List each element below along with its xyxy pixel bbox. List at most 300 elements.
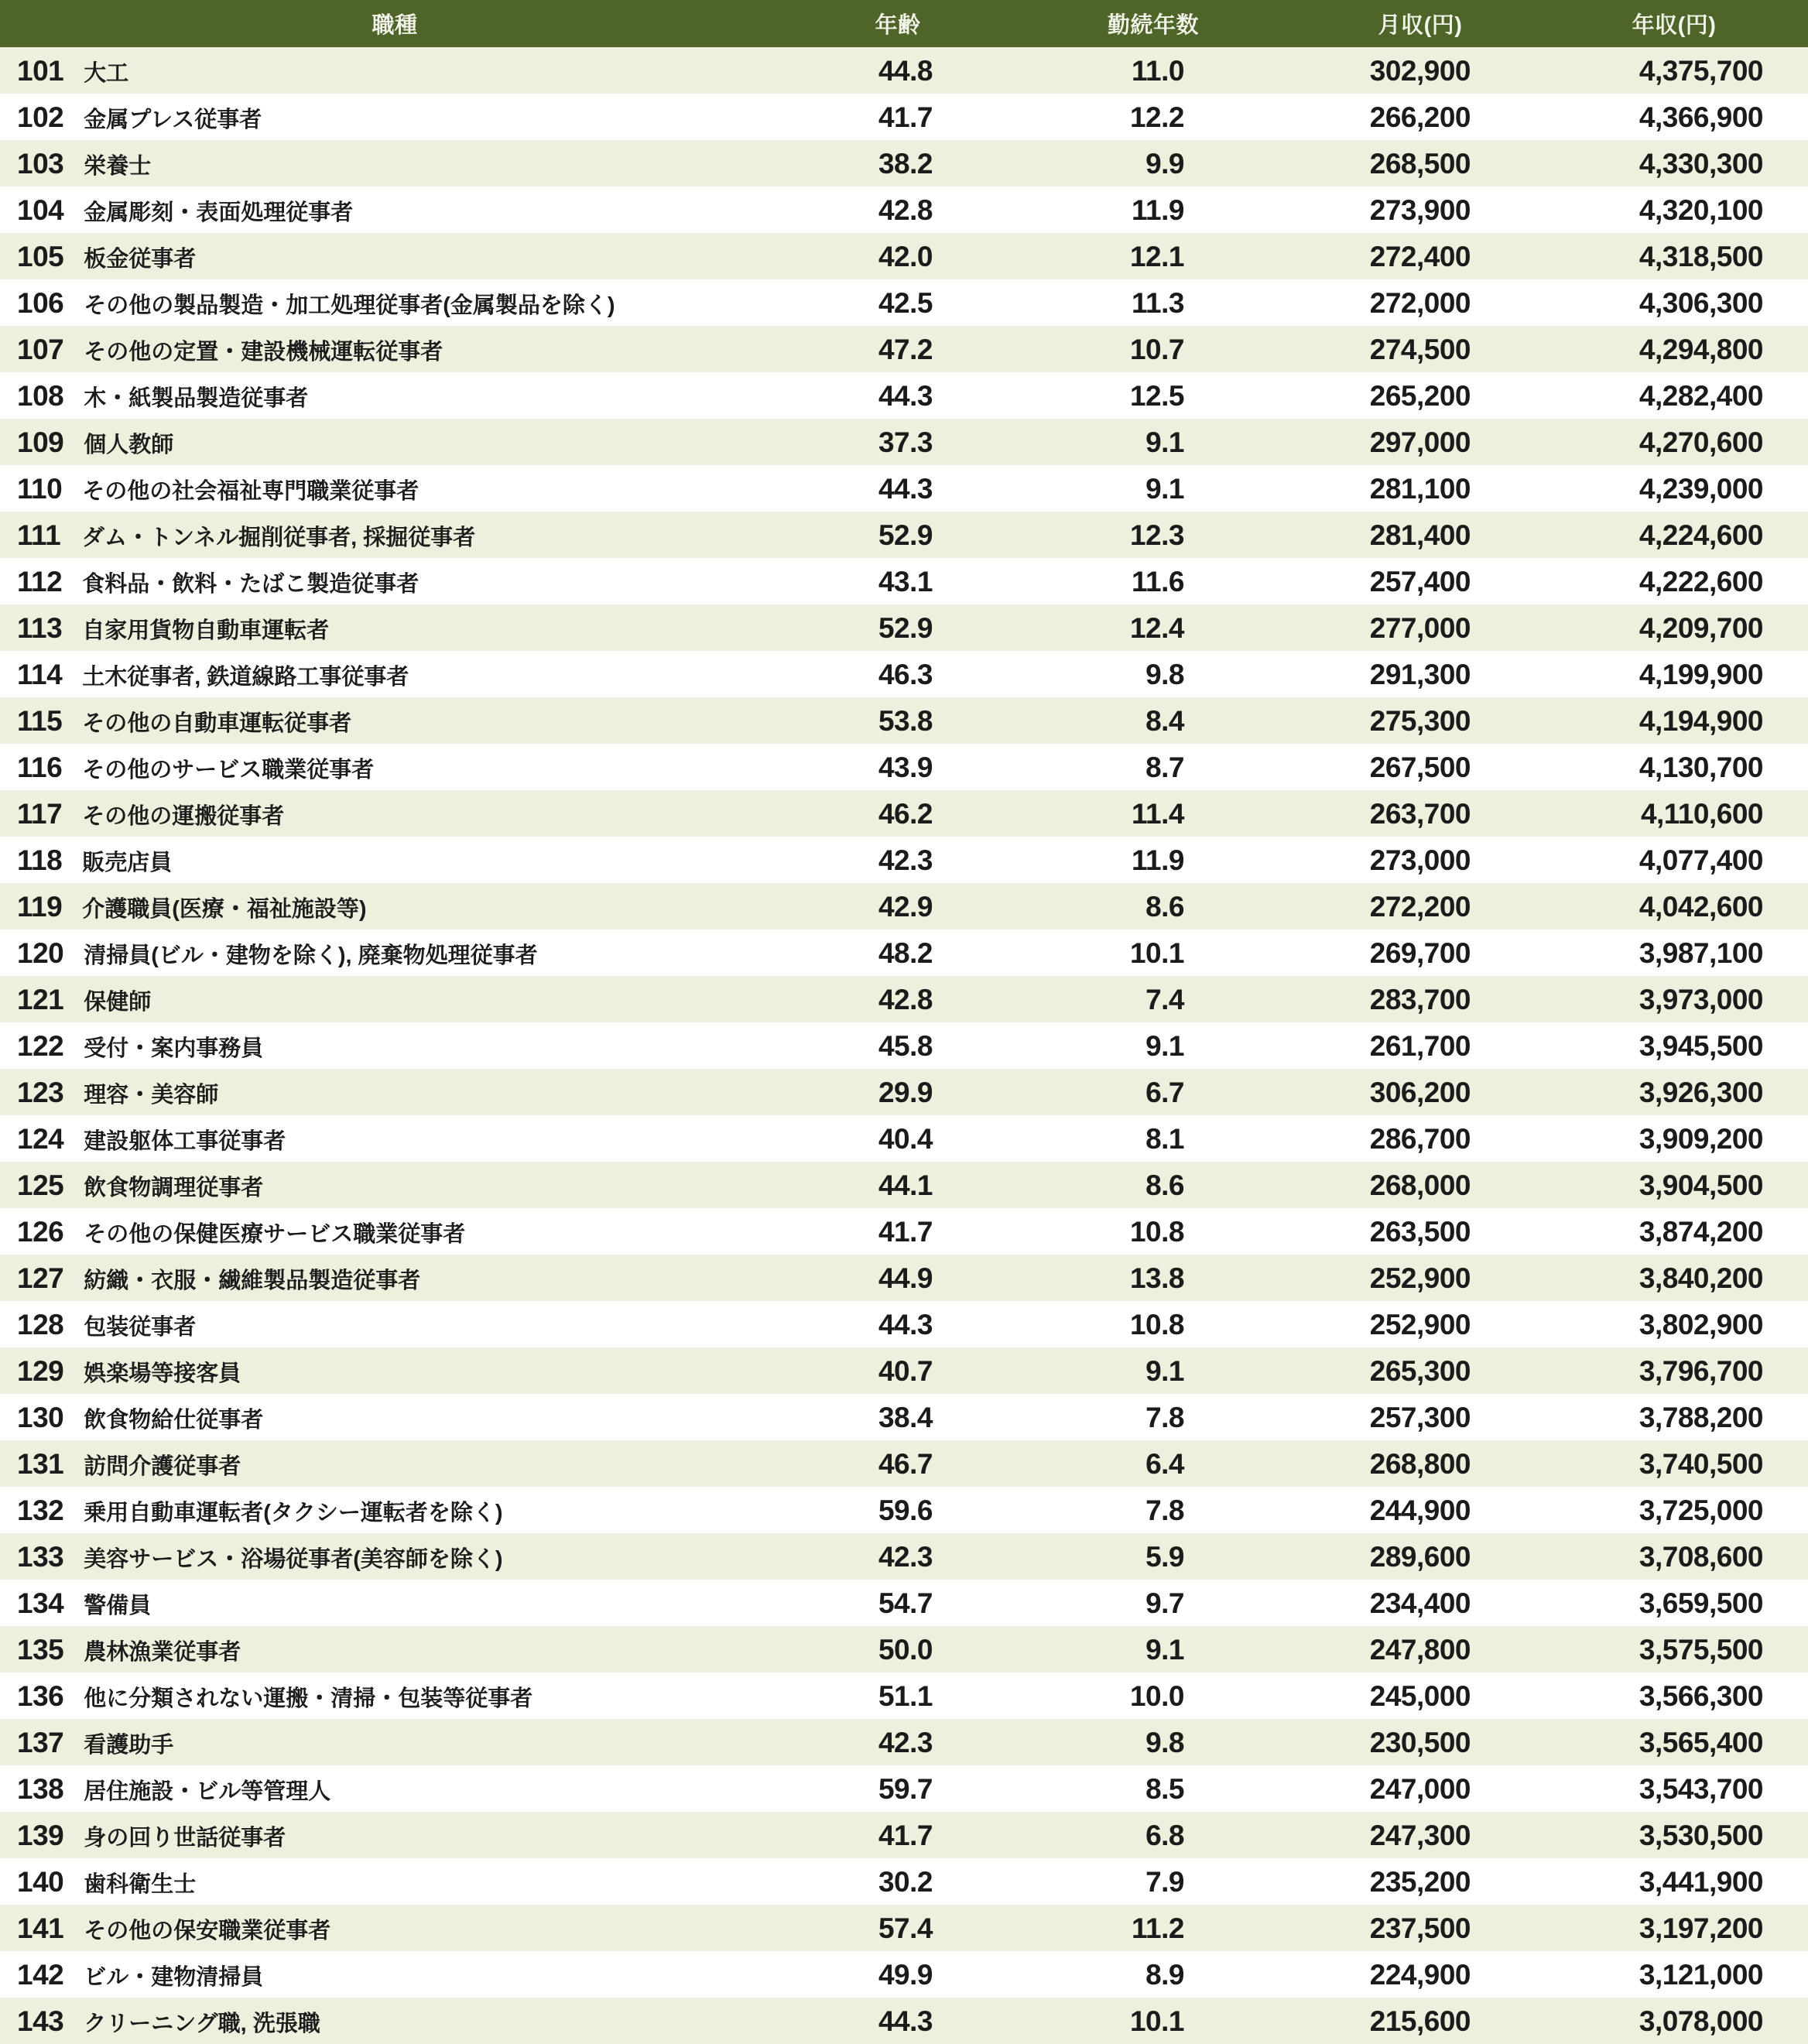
rank-number: 124 — [17, 1122, 64, 1155]
monthly-income-value: 274,500 — [1369, 333, 1471, 365]
age-value: 42.3 — [878, 1540, 933, 1573]
tenure-value: 11.6 — [1132, 565, 1184, 597]
monthly-income-value: 235,200 — [1369, 1865, 1471, 1898]
table-row — [0, 1533, 1808, 1580]
occupation-name: 販売店員 — [82, 850, 173, 875]
table-row — [0, 1440, 1808, 1487]
occupation-cell — [0, 611, 789, 644]
tenure-value: 7.9 — [1145, 1865, 1184, 1898]
age-value: 52.9 — [878, 611, 933, 644]
tenure-value: 9.8 — [1145, 1726, 1184, 1758]
annual-income-value: 3,796,700 — [1638, 1354, 1763, 1387]
occupation-name: 飲食物調理従事者 — [84, 1175, 264, 1200]
annual-income-value: 3,725,000 — [1638, 1494, 1763, 1526]
occupation-name: クリーニング職, 洗張職 — [84, 2011, 320, 2036]
monthly-income-value: 245,000 — [1369, 1679, 1471, 1712]
tenure-value: 12.5 — [1129, 379, 1184, 412]
occupation-cell — [0, 1122, 789, 1155]
annual-income-value: 3,740,500 — [1638, 1447, 1763, 1480]
occupation-name: 板金従事者 — [84, 246, 197, 272]
occupation-name: 受付・案内事務員 — [84, 1036, 264, 1061]
tenure-value: 11.4 — [1132, 797, 1184, 830]
monthly-income-value: 252,900 — [1369, 1308, 1471, 1340]
rank-number: 113 — [17, 611, 63, 644]
rank-number: 139 — [17, 1819, 64, 1851]
occupation-name: 自家用貨物自動車運転者 — [82, 618, 330, 643]
annual-income-value: 4,209,700 — [1638, 611, 1763, 644]
annual-income-value: 3,874,200 — [1638, 1215, 1763, 1248]
table-row — [0, 372, 1808, 419]
occupation-cell — [0, 1865, 789, 1898]
age-value: 51.1 — [878, 1679, 933, 1712]
occupation-name: その他の運搬従事者 — [82, 803, 285, 829]
table-row — [0, 837, 1808, 883]
occupation-cell — [0, 1589, 789, 1618]
annual-income-value: 3,708,600 — [1638, 1540, 1763, 1573]
monthly-income-value: 297,000 — [1369, 426, 1471, 458]
age-value: 49.9 — [878, 1958, 933, 1991]
rank-number: 140 — [17, 1865, 64, 1898]
monthly-income-value: 265,300 — [1369, 1354, 1471, 1387]
table-row — [0, 1162, 1808, 1208]
occupation-name: 看護助手 — [84, 1732, 174, 1758]
age-value: 46.3 — [878, 658, 933, 690]
occupation-name: その他のサービス職業従事者 — [82, 757, 375, 782]
age-value: 59.6 — [878, 1494, 933, 1526]
table-row — [0, 326, 1808, 372]
tenure-value: 11.9 — [1132, 193, 1184, 226]
monthly-income-value: 247,000 — [1369, 1772, 1471, 1805]
annual-income-value: 3,904,500 — [1638, 1169, 1763, 1201]
column-header-annual-income: 年収(円) — [1632, 13, 1717, 38]
tenure-value: 7.4 — [1145, 983, 1184, 1015]
table-row — [0, 883, 1808, 930]
occupation-cell — [0, 1447, 789, 1480]
occupation-name: その他の定置・建設機械運転従事者 — [84, 339, 443, 365]
occupation-cell — [0, 1078, 789, 1107]
age-value: 29.9 — [878, 1076, 933, 1108]
occupation-name: 栄養士 — [84, 153, 152, 179]
age-value: 44.8 — [878, 54, 933, 87]
age-value: 41.7 — [878, 1819, 933, 1851]
tenure-value: 12.4 — [1129, 611, 1184, 644]
monthly-income-value: 272,200 — [1369, 890, 1471, 923]
occupation-cell — [0, 1496, 789, 1525]
tenure-value: 9.9 — [1145, 147, 1184, 180]
rank-number: 129 — [17, 1354, 64, 1387]
rank-number: 115 — [17, 704, 63, 737]
monthly-income-value: 257,300 — [1369, 1401, 1471, 1433]
table-row — [0, 279, 1808, 326]
monthly-income-value: 272,400 — [1369, 240, 1471, 272]
monthly-income-value: 257,400 — [1369, 565, 1471, 597]
occupation-name: 金属彫刻・表面処理従事者 — [84, 200, 354, 225]
monthly-income-value: 252,900 — [1369, 1262, 1471, 1294]
age-value: 59.7 — [878, 1772, 933, 1805]
table-row — [0, 1998, 1808, 2044]
column-header-occupation: 職種 — [372, 13, 418, 38]
occupation-cell — [0, 335, 789, 364]
occupation-name: 農林漁業従事者 — [84, 1639, 241, 1665]
occupation-name: 清掃員(ビル・建物を除く), 廃棄物処理従事者 — [84, 943, 538, 968]
age-value: 42.9 — [878, 890, 933, 923]
rank-number: 143 — [17, 2005, 64, 2037]
age-value: 52.9 — [878, 519, 933, 551]
tenure-value: 9.1 — [1145, 1354, 1184, 1387]
rank-number: 137 — [17, 1726, 64, 1758]
age-value: 42.0 — [878, 240, 933, 272]
table-row — [0, 187, 1808, 233]
occupation-cell — [0, 1728, 789, 1757]
occupation-name: 個人教師 — [84, 432, 174, 457]
monthly-income-value: 306,200 — [1369, 1076, 1471, 1108]
tenure-value: 10.0 — [1129, 1679, 1184, 1712]
age-value: 57.4 — [878, 1912, 933, 1944]
annual-income-value: 4,306,300 — [1638, 286, 1763, 319]
table-row — [0, 1255, 1808, 1301]
occupation-cell — [0, 1171, 789, 1200]
rank-number: 128 — [17, 1308, 64, 1340]
occupation-cell — [0, 799, 789, 828]
annual-income-value: 4,130,700 — [1638, 751, 1763, 783]
rank-number: 108 — [17, 379, 64, 412]
table-row — [0, 1812, 1808, 1858]
annual-income-value: 3,788,200 — [1638, 1401, 1763, 1433]
rank-number: 119 — [17, 890, 63, 923]
table-row — [0, 1905, 1808, 1951]
occupation-cell — [0, 1264, 789, 1292]
tenure-value: 9.1 — [1145, 1633, 1184, 1666]
tenure-value: 8.1 — [1145, 1122, 1184, 1155]
tenure-value: 6.7 — [1145, 1076, 1184, 1108]
annual-income-value: 3,441,900 — [1638, 1865, 1763, 1898]
monthly-income-value: 265,200 — [1369, 379, 1471, 412]
age-value: 43.1 — [878, 565, 933, 597]
monthly-income-value: 244,900 — [1369, 1494, 1471, 1526]
occupation-name: その他の自動車運転従事者 — [82, 710, 352, 736]
age-value: 44.3 — [878, 472, 933, 505]
occupation-cell — [0, 1354, 789, 1387]
tenure-value: 5.9 — [1145, 1540, 1184, 1573]
tenure-value: 9.1 — [1145, 472, 1184, 505]
tenure-value: 7.8 — [1145, 1494, 1184, 1526]
occupation-cell — [0, 149, 789, 178]
occupation-name: 食料品・飲料・たばこ製造従事者 — [82, 571, 419, 597]
table-row — [0, 1858, 1808, 1905]
occupation-name: 保健師 — [84, 989, 152, 1015]
monthly-income-value: 263,500 — [1369, 1215, 1471, 1248]
occupation-cell — [0, 1821, 789, 1850]
occupation-name: 大工 — [84, 60, 129, 86]
age-value: 42.3 — [878, 844, 933, 876]
rank-number: 116 — [17, 751, 63, 783]
age-value: 37.3 — [878, 426, 933, 458]
table-row — [0, 651, 1808, 697]
monthly-income-value: 266,200 — [1369, 101, 1471, 133]
monthly-income-value: 247,800 — [1369, 1633, 1471, 1666]
column-header-monthly-income: 月収(円) — [1378, 13, 1463, 38]
annual-income-value: 4,294,800 — [1638, 333, 1763, 365]
occupation-cell — [0, 753, 789, 782]
tenure-value: 9.7 — [1145, 1587, 1184, 1619]
table-body — [0, 47, 1808, 2044]
annual-income-value: 4,042,600 — [1638, 890, 1763, 923]
occupation-name: その他の社会福祉専門職業従事者 — [82, 478, 419, 504]
monthly-income-value: 263,700 — [1369, 797, 1471, 830]
rank-number: 110 — [17, 472, 63, 505]
monthly-income-value: 230,500 — [1369, 1726, 1471, 1758]
age-value: 46.7 — [878, 1447, 933, 1480]
monthly-income-value: 289,600 — [1369, 1540, 1471, 1573]
tenure-value: 10.8 — [1129, 1308, 1184, 1340]
occupation-name: 娯楽場等接客員 — [84, 1361, 241, 1386]
age-value: 47.2 — [878, 333, 933, 365]
annual-income-value: 3,909,200 — [1638, 1122, 1763, 1155]
occupation-name: 理容・美容師 — [84, 1082, 219, 1108]
annual-income-value: 3,659,500 — [1638, 1587, 1763, 1619]
age-value: 40.4 — [878, 1122, 933, 1155]
age-value: 53.8 — [878, 704, 933, 737]
occupation-name: 介護職員(医療・福祉施設等) — [82, 896, 367, 922]
tenure-value: 12.1 — [1129, 240, 1184, 272]
table-row — [0, 1626, 1808, 1673]
rank-number: 102 — [17, 101, 64, 133]
monthly-income-value: 247,300 — [1369, 1819, 1471, 1851]
rank-number: 133 — [17, 1540, 64, 1573]
table-row — [0, 1487, 1808, 1533]
age-value: 44.9 — [878, 1262, 933, 1294]
age-value: 41.7 — [878, 1215, 933, 1248]
tenure-value: 7.8 — [1145, 1401, 1184, 1433]
occupation-name: 紡織・衣服・繊維製品製造従事者 — [84, 1268, 421, 1293]
rank-number: 122 — [17, 1029, 64, 1062]
occupation-name: 美容サービス・浴場従事者(美容師を除く) — [84, 1546, 503, 1572]
tenure-value: 8.4 — [1145, 704, 1184, 737]
annual-income-value: 4,077,400 — [1638, 844, 1763, 876]
rank-number: 114 — [17, 658, 63, 690]
occupation-cell — [0, 242, 789, 271]
table-row — [0, 1673, 1808, 1719]
tenure-value: 12.3 — [1129, 519, 1184, 551]
occupation-cell — [0, 1217, 789, 1246]
monthly-income-value: 268,500 — [1369, 147, 1471, 180]
occupation-cell — [0, 103, 789, 132]
rank-number: 125 — [17, 1169, 64, 1201]
table-row — [0, 140, 1808, 187]
occupation-cell — [0, 379, 789, 412]
table-row — [0, 465, 1808, 512]
rank-number: 103 — [17, 147, 64, 180]
age-value: 50.0 — [878, 1633, 933, 1666]
table-row — [0, 558, 1808, 604]
rank-number: 127 — [17, 1262, 64, 1294]
rank-number: 109 — [17, 426, 64, 458]
table-row — [0, 976, 1808, 1022]
monthly-income-value: 273,000 — [1369, 844, 1471, 876]
occupation-cell — [0, 1403, 789, 1432]
age-value: 43.9 — [878, 751, 933, 783]
tenure-value: 8.5 — [1145, 1772, 1184, 1805]
table-row — [0, 1951, 1808, 1998]
occupation-cell — [0, 1310, 789, 1339]
tenure-value: 8.6 — [1145, 890, 1184, 923]
monthly-income-value: 283,700 — [1369, 983, 1471, 1015]
occupation-cell — [0, 1772, 789, 1805]
age-value: 44.3 — [878, 379, 933, 412]
annual-income-value: 4,330,300 — [1638, 147, 1763, 180]
table-row — [0, 1580, 1808, 1626]
rank-number: 135 — [17, 1633, 64, 1666]
rank-number: 111 — [17, 519, 61, 551]
table-row — [0, 1069, 1808, 1115]
occupation-cell — [0, 567, 789, 596]
rank-number: 104 — [17, 193, 64, 226]
monthly-income-value: 261,700 — [1369, 1029, 1471, 1062]
tenure-value: 13.8 — [1129, 1262, 1184, 1294]
age-value: 44.1 — [878, 1169, 933, 1201]
occupation-cell — [0, 660, 789, 689]
tenure-value: 10.1 — [1129, 2005, 1184, 2037]
occupation-name: 警備員 — [84, 1593, 152, 1618]
table-row — [0, 512, 1808, 558]
table-row — [0, 1022, 1808, 1069]
rank-number: 101 — [17, 54, 64, 87]
occupation-name: その他の保安職業従事者 — [84, 1918, 331, 1943]
tenure-value: 9.1 — [1145, 1029, 1184, 1062]
table-row — [0, 697, 1808, 744]
tenure-value: 10.1 — [1129, 936, 1184, 969]
annual-income-value: 3,973,000 — [1638, 983, 1763, 1015]
age-value: 42.8 — [878, 193, 933, 226]
occupation-cell — [0, 1542, 789, 1571]
occupation-name: 木・紙製品製造従事者 — [84, 385, 309, 411]
monthly-income-value: 291,300 — [1369, 658, 1471, 690]
tenure-value: 11.2 — [1132, 1912, 1184, 1944]
occupation-name: 包装従事者 — [84, 1314, 197, 1340]
tenure-value: 12.2 — [1129, 101, 1184, 133]
annual-income-value: 4,110,600 — [1640, 797, 1763, 830]
monthly-income-value: 237,500 — [1369, 1912, 1471, 1944]
annual-income-value: 3,566,300 — [1638, 1679, 1763, 1712]
age-value: 41.7 — [878, 101, 933, 133]
age-value: 48.2 — [878, 936, 933, 969]
monthly-income-value: 268,800 — [1369, 1447, 1471, 1480]
rank-number: 138 — [17, 1772, 64, 1805]
occupation-name: 金属プレス従事者 — [84, 107, 262, 132]
annual-income-value: 4,375,700 — [1638, 54, 1763, 87]
monthly-income-value: 267,500 — [1369, 751, 1471, 783]
occupation-cell — [0, 1960, 789, 1989]
table-row — [0, 1347, 1808, 1394]
monthly-income-value: 281,100 — [1369, 472, 1471, 505]
occupation-name: その他の製品製造・加工処理従事者(金属製品を除く) — [84, 293, 615, 318]
age-value: 30.2 — [878, 1865, 933, 1898]
rank-number: 141 — [17, 1912, 64, 1944]
age-value: 42.3 — [878, 1726, 933, 1758]
table-row — [0, 1301, 1808, 1347]
occupation-cell — [0, 193, 789, 226]
annual-income-value: 3,840,200 — [1638, 1262, 1763, 1294]
occupation-cell — [0, 704, 789, 737]
tenure-value: 6.8 — [1145, 1819, 1184, 1851]
tenure-value: 11.0 — [1132, 54, 1184, 87]
rank-number: 118 — [17, 844, 63, 876]
occupation-cell — [0, 892, 789, 921]
occupation-cell — [0, 936, 789, 969]
occupation-name: 訪問介護従事者 — [84, 1453, 241, 1479]
table-row — [0, 1115, 1808, 1162]
occupation-cell — [0, 428, 789, 457]
monthly-income-value: 272,000 — [1369, 286, 1471, 319]
occupation-name: 歯科衛生士 — [84, 1871, 197, 1897]
rank-number: 106 — [17, 286, 64, 319]
occupation-name: 乗用自動車運転者(タクシー運転者を除く) — [84, 1500, 503, 1525]
monthly-income-value: 268,000 — [1369, 1169, 1471, 1201]
occupation-name: 居住施設・ビル等管理人 — [84, 1779, 331, 1804]
monthly-income-value: 281,400 — [1369, 519, 1471, 551]
table-row — [0, 419, 1808, 465]
rank-number: 121 — [17, 983, 64, 1015]
rank-number: 131 — [17, 1447, 64, 1480]
age-value: 38.2 — [878, 147, 933, 180]
annual-income-value: 3,197,200 — [1638, 1912, 1763, 1944]
occupation-cell — [0, 1029, 789, 1062]
monthly-income-value: 277,000 — [1369, 611, 1471, 644]
annual-income-value: 3,802,900 — [1638, 1308, 1763, 1340]
rank-number: 120 — [17, 936, 64, 969]
occupation-name: 他に分類されない運搬・清掃・包装等従事者 — [84, 1686, 533, 1711]
rank-number: 130 — [17, 1401, 64, 1433]
annual-income-value: 3,530,500 — [1638, 1819, 1763, 1851]
monthly-income-value: 273,900 — [1369, 193, 1471, 226]
age-value: 42.8 — [878, 983, 933, 1015]
occupation-cell — [0, 521, 789, 550]
age-value: 40.7 — [878, 1354, 933, 1387]
annual-income-value: 4,282,400 — [1638, 379, 1763, 412]
annual-income-value: 3,987,100 — [1638, 936, 1763, 969]
table-row — [0, 744, 1808, 790]
monthly-income-value: 269,700 — [1369, 936, 1471, 969]
table-row — [0, 604, 1808, 651]
rank-number: 134 — [17, 1587, 64, 1619]
tenure-value: 9.8 — [1145, 658, 1184, 690]
annual-income-value: 3,945,500 — [1638, 1029, 1763, 1062]
occupation-cell — [0, 1679, 789, 1712]
age-value: 44.3 — [878, 1308, 933, 1340]
annual-income-value: 4,239,000 — [1638, 472, 1763, 505]
tenure-value: 8.7 — [1145, 751, 1184, 783]
age-value: 38.4 — [878, 1401, 933, 1433]
rank-number: 126 — [17, 1215, 64, 1248]
annual-income-value: 4,194,900 — [1638, 704, 1763, 737]
age-value: 54.7 — [878, 1587, 933, 1619]
occupation-cell — [0, 56, 789, 85]
annual-income-value: 3,543,700 — [1638, 1772, 1763, 1805]
occupation-name: 飲食物給仕従事者 — [84, 1407, 264, 1433]
column-header-tenure: 勤続年数 — [1107, 13, 1199, 38]
annual-income-value: 3,575,500 — [1638, 1633, 1763, 1666]
annual-income-value: 3,121,000 — [1638, 1958, 1763, 1991]
annual-income-value: 4,199,900 — [1638, 658, 1763, 690]
tenure-value: 8.6 — [1145, 1169, 1184, 1201]
annual-income-value: 3,078,000 — [1638, 2005, 1763, 2037]
annual-income-value: 4,222,600 — [1638, 565, 1763, 597]
occupation-cell — [0, 286, 789, 319]
tenure-value: 9.1 — [1145, 426, 1184, 458]
monthly-income-value: 215,600 — [1369, 2005, 1471, 2037]
annual-income-value: 4,318,500 — [1638, 240, 1763, 272]
occupation-name: 土木従事者, 鉄道線路工事従事者 — [82, 664, 409, 690]
